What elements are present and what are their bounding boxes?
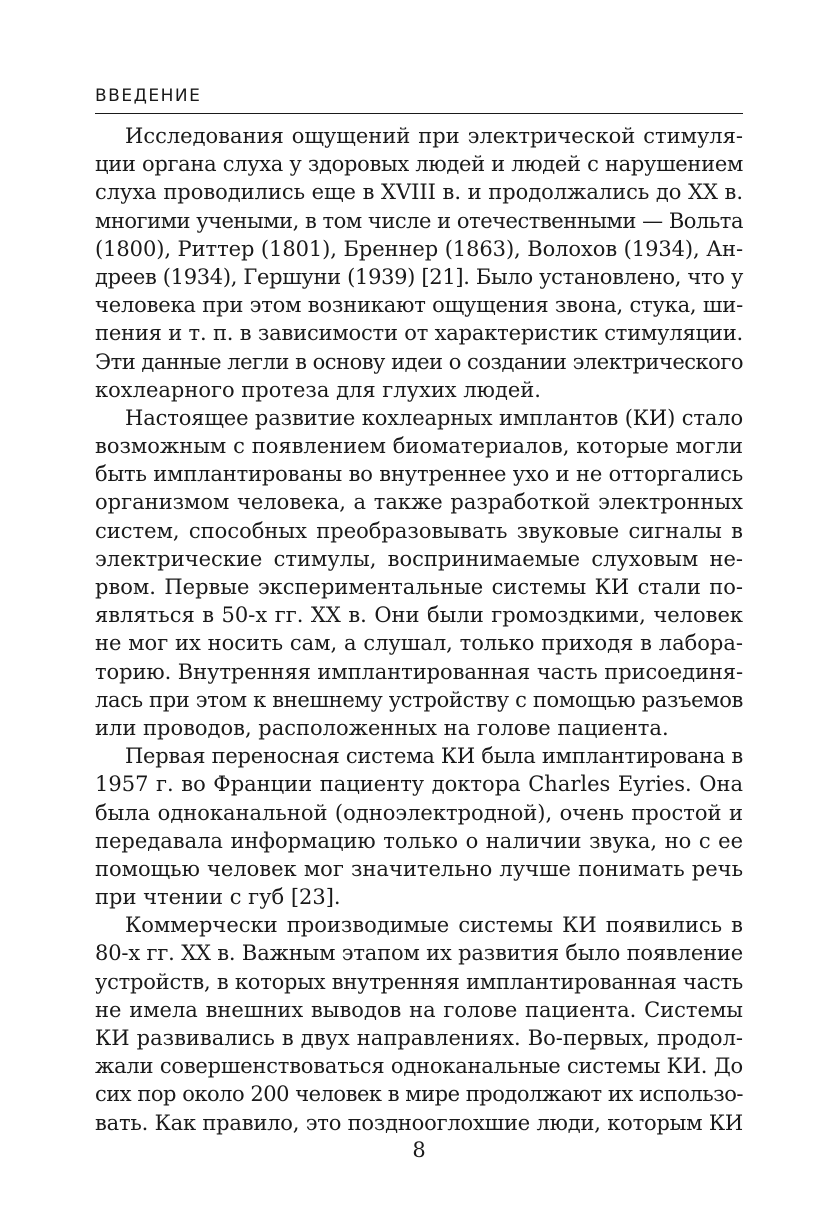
text-line: не мог их носить сам, а слушал, только приходя в лабора- — [95, 631, 743, 656]
text-line: 80-х гг. XX в. Важным этапом их развития было появление — [95, 941, 743, 966]
text-line: многими учеными, в том числе и отечественными — Вольта — [95, 208, 743, 233]
paragraph-1 — [95, 122, 743, 404]
text-line: Исследования ощущений при электрической стимуля- — [125, 124, 743, 148]
text-line: не имела внешних выводов на голове пациента. Системы — [95, 997, 743, 1022]
text-line: электрические стимулы, воспринимаемые слуховым не- — [95, 546, 743, 571]
running-head: ВВЕДЕНИЕ — [95, 86, 202, 106]
text-line: при чтении с губ [23]. — [95, 885, 341, 910]
text-line: передавала информацию только о наличии звука, но с ее — [95, 828, 743, 853]
paragraph-3 — [95, 742, 743, 911]
text-line: помощью человек мог значительно лучше понимать речь — [95, 856, 743, 881]
text-line: Коммерчески производимые системы КИ появились в — [125, 913, 743, 938]
body-text — [95, 122, 743, 1137]
text-line: Настоящее развитие кохлеарных имплантов (КИ) стало — [125, 405, 743, 430]
text-line: Эти данные легли в основу идеи о создании электрического — [95, 349, 743, 374]
text-line: торию. Внутренняя имплантированная часть присоединя- — [95, 659, 743, 684]
text-line: являться в 50-х гг. XX в. Они были громоздкими, человек — [95, 603, 743, 628]
text-line: вать. Как правило, это позднооглохшие люди, которым КИ — [95, 1110, 743, 1135]
text-line: человека при этом возникают ощущения звона, стука, ши- — [95, 293, 743, 318]
text-line: жали совершенствоваться одноканальные системы КИ. До — [95, 1054, 743, 1079]
paragraph-4 — [95, 911, 743, 1137]
text-line: систем, способных преобразовывать звуковые сигналы в — [95, 518, 743, 543]
text-line: слуха проводились еще в XVIII в. и продолжались до XX в. — [95, 180, 743, 205]
page-number: 8 — [412, 1138, 426, 1162]
text-line: организмом человека, а также разработкой электронных — [95, 490, 743, 515]
text-line: ции органа слуха у здоровых людей и людей с нарушением — [95, 152, 743, 177]
paragraph-2 — [95, 404, 743, 742]
header-rule — [95, 113, 743, 114]
text-line: сих пор около 200 человек в мире продолжают их использо- — [95, 1082, 743, 1107]
text-line: дреев (1934), Гершуни (1939) [21]. Было установлено, что у — [95, 264, 743, 289]
text-line: пения и т. п. в зависимости от характеристик стимуляции. — [95, 321, 743, 346]
book-page — [95, 0, 743, 1211]
text-line: Первая переносная система КИ была имплантирована в — [125, 744, 743, 769]
text-line: лась при этом к внешнему устройству с помощью разъемов — [95, 687, 743, 712]
text-line: была одноканальной (одноэлектродной), очень простой и — [95, 800, 743, 825]
text-line: быть имплантированы во внутреннее ухо и не отторгались — [95, 462, 743, 487]
text-line: или проводов, расположенных на голове пациента. — [95, 715, 669, 740]
text-line: (1800), Риттер (1801), Бреннер (1863), Волохов (1934), Ан- — [95, 236, 743, 261]
text-line: 1957 г. во Франции пациенту доктора Charles Eyries. Она — [95, 772, 743, 797]
text-line: устройств, в которых внутренняя имплантированная часть — [95, 969, 743, 994]
text-line: кохлеарного протеза для глухих людей. — [95, 377, 541, 402]
text-line: КИ развивались в двух направлениях. Во-первых, продол- — [95, 1026, 743, 1050]
text-line: возможным с появлением биоматериалов, которые могли — [95, 434, 743, 459]
text-line: рвом. Первые экспериментальные системы КИ стали по- — [95, 575, 743, 599]
